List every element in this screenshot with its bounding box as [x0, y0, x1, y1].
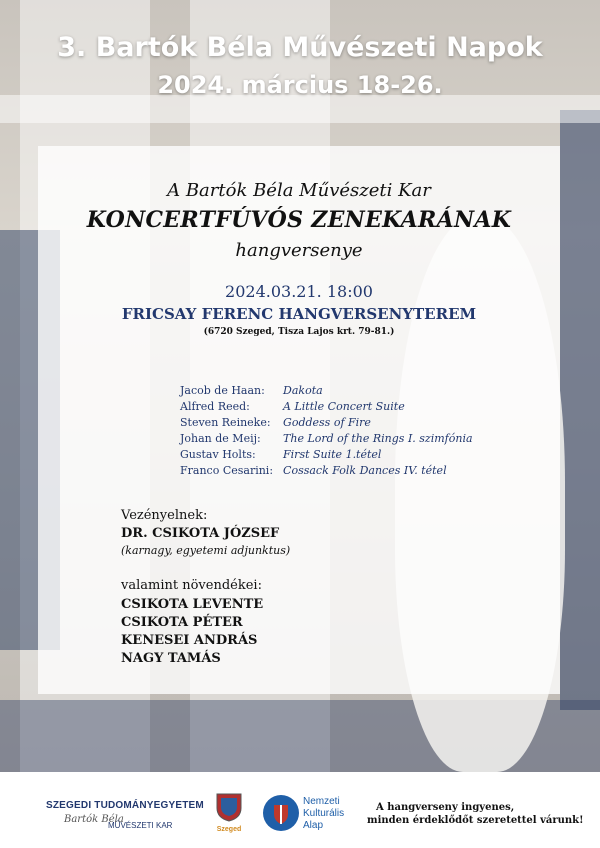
event-type: hangversenye: [235, 240, 363, 261]
concert-datetime: 2024.03.21. 18:00: [225, 282, 373, 301]
program-row: [180, 399, 473, 415]
nka-label-3: Alap: [303, 820, 324, 831]
program-row: [180, 463, 473, 479]
festival-title: 3. Bartók Béla Művészeti Napok: [57, 32, 543, 63]
nka-label-2: Kulturális: [303, 808, 345, 819]
student-name: NAGY TAMÁS: [121, 651, 221, 666]
ensemble-name: KONCERTFÚVÓS ZENEKARÁNAK: [86, 207, 512, 233]
student-name: CSIKOTA PÉTER: [121, 615, 243, 630]
composer: Steven Reineke:: [180, 416, 271, 429]
main-conductor-name: DR. CSIKOTA JÓZSEF: [121, 526, 280, 541]
main-conductor-role: (karnagy, egyetemi adjunktus): [121, 544, 291, 557]
free-entry-note: A hangverseny ingyenes,: [376, 802, 515, 813]
work-title: Dakota: [283, 384, 323, 397]
composer: Gustav Holts:: [180, 448, 256, 461]
nka-label-1: Nemzeti: [303, 796, 340, 807]
concert-intro: A Bartók Béla Művészeti Kar: [167, 180, 431, 201]
composer: Alfred Reed:: [180, 400, 250, 413]
nka-emblem-icon: [262, 794, 300, 832]
work-title: Goddess of Fire: [283, 416, 371, 429]
szeged-city-logo: [212, 792, 246, 838]
work-title: A Little Concert Suite: [283, 400, 405, 413]
university-name: SZEGEDI TUDOMÁNYEGYETEM: [46, 800, 204, 811]
venue-name: FRICSAY FERENC HANGVERSENYTEREM: [121, 305, 477, 323]
festival-dates: 2024. március 18-26.: [157, 71, 443, 99]
student-name: CSIKOTA LEVENTE: [121, 597, 264, 612]
conductors-heading: Vezényelnek:: [121, 508, 208, 523]
nka-logo: [262, 794, 300, 832]
cornice: [0, 95, 600, 123]
composer: Jacob de Haan:: [180, 384, 265, 397]
work-title: First Suite 1.tétel: [283, 448, 382, 461]
composer: Johan de Meij:: [180, 432, 261, 445]
work-title: Cossack Folk Dances IV. tétel: [283, 464, 447, 477]
coat-of-arms-icon: [212, 792, 246, 822]
program-row: [180, 383, 473, 399]
city-logo-label: Szeged: [216, 826, 242, 833]
program-row: [180, 415, 473, 431]
program-row: [180, 447, 473, 463]
students-heading: valamint növendékei:: [121, 578, 262, 593]
program-table: [180, 383, 473, 479]
welcome-note: minden érdeklődőt szeretettel várunk!: [367, 815, 584, 826]
faculty-script: Bartók Béla: [64, 814, 124, 825]
footer: [0, 772, 600, 848]
work-title: The Lord of the Rings I. szimfónia: [283, 432, 473, 445]
composer: Franco Cesarini:: [180, 464, 274, 477]
student-name: KENESEI ANDRÁS: [121, 633, 258, 648]
program-row: [180, 431, 473, 447]
faculty-name: MŰVÉSZETI KAR: [108, 821, 173, 830]
venue-address: (6720 Szeged, Tisza Lajos krt. 79-81.): [203, 327, 395, 337]
window-right: [560, 110, 600, 710]
